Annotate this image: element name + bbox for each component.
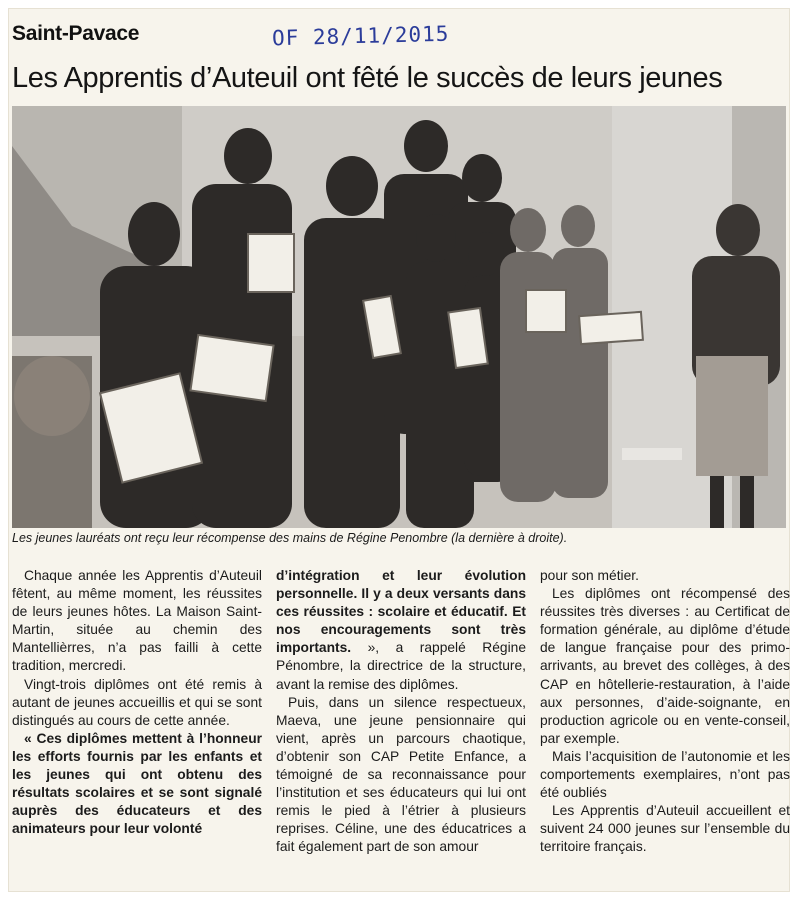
article-quote-continued: d’intégration et leur évolution personnelle. Il y a deux versants dans ces réussites : scolaire et éducatif. Et nos encouragements sont très importants. xyxy=(276,568,526,656)
article-paragraph: Chaque année les Apprentis d’Auteuil fêtent, au même moment, les réussites de leurs jeunes hôtes. La Maison Saint-Martin, située au chemin des Mantellièrres, n’a pas failli à cette tradition, mercredi. xyxy=(12,568,262,674)
article-column-3 xyxy=(540,567,790,857)
article-paragraph: Mais l’acquisition de l’autonomie et les comportements exemplaires, n’ont pas été oubliés xyxy=(540,748,790,801)
article-headline: Les Apprentis d’Auteuil ont fêté le succès de leurs jeunes xyxy=(12,62,723,94)
article-paragraph: Puis, dans un silence respectueux, Maeva, une jeune pensionnaire qui vient, après un parcours chaotique, d’obtenir son CAP Petite Enfance, a témoigné de sa reconnaissance pour l’institution et ses éducateurs qui lui ont remis le pied à l’étrier à plusieurs reprises. Céline, une des éducatrices a fait également part de son amour xyxy=(276,694,526,855)
handwritten-date-annotation: OF 28/11/2015 xyxy=(271,21,450,51)
article-paragraph xyxy=(276,567,526,694)
article-quote: « Ces diplômes mettent à l’honneur les efforts fournis par les enfants et les jeunes qui ont obtenu des résultats scolaires et se sont signalé auprès des éducateurs et des animateurs pour leur volonté xyxy=(12,730,262,837)
article-paragraph: Les diplômes ont récompensé des réussites très diverses : au Certificat de formation générale, au diplôme d’étude de langue française pour des primo-arrivants, au brevet des collèges, à des CAP en hôtellerie-restauration, à l’aide aux personnes, d’aide-soignante, en production agricole ou en vente-conseil, par exemple. xyxy=(540,586,790,746)
article-column-2 xyxy=(276,567,526,857)
article-paragraph: Vingt-trois diplômes ont été remis à autant de jeunes accueillis et qui se sont distingués au cours de cette année. xyxy=(12,676,262,728)
article-paragraph: Les Apprentis d’Auteuil accueillent et suivent 24 000 jeunes sur l’ensemble du territoire français. xyxy=(540,803,790,855)
article-attribution: », a rappelé Régine Pénombre, la directrice de la structure, avant la remise des diplômes. xyxy=(276,640,526,692)
article-paragraph: pour son métier. xyxy=(540,568,639,583)
section-title: Saint-Pavace xyxy=(12,22,140,45)
article-photo xyxy=(12,106,786,528)
photo-caption: Les jeunes lauréats ont reçu leur récompense des mains de Régine Penombre (la dernière à droite). xyxy=(12,531,568,545)
group-photo-illustration xyxy=(12,106,786,528)
article-column-1 xyxy=(12,567,262,838)
